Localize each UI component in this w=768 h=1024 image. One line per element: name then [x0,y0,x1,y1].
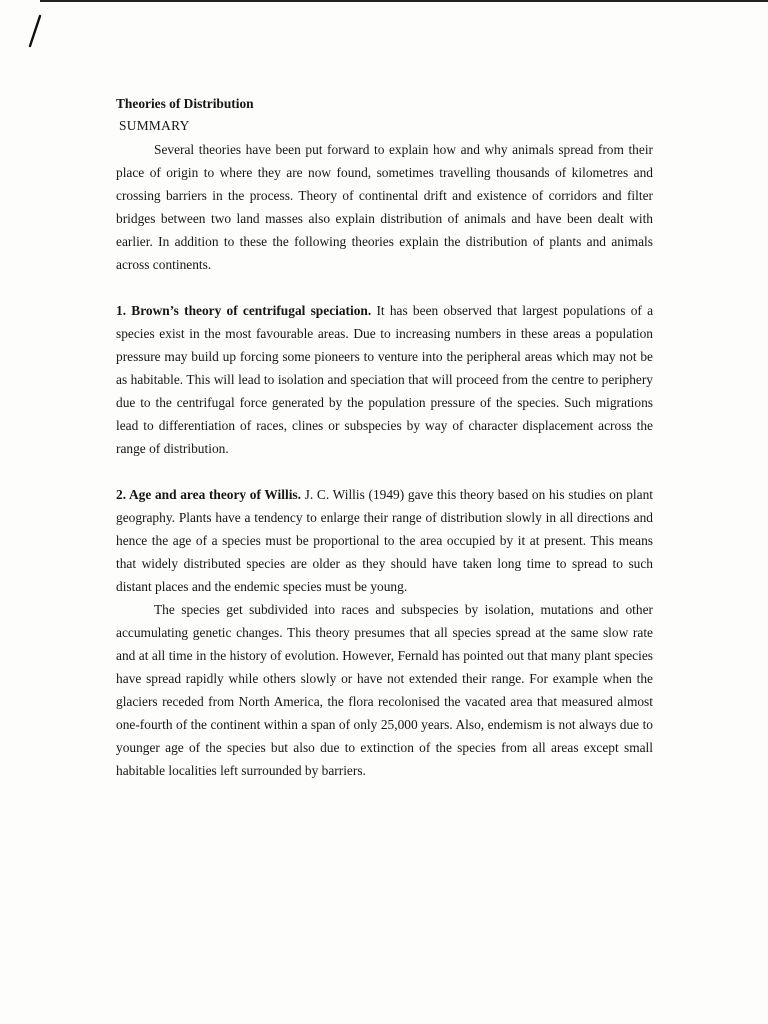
section-willis-continuation: The species get subdivided into races and subspecies by isolation, mutations and other accumulating genetic changes. This theory presumes that all species spread at the same slow rate and at all time in the history of evolution. However, Fernald has pointed out that many plant species have spread rapidly while others slowly or have not extended their range. For example when the glaciers receded from North America, the flora recolonised the vacated area that measured almost one-fourth of the continent within a span of only 25,000 years. Also, endemism is not always due to younger age of the species but also due to extinction of the species from all areas except small habitable localities left surrounded by barriers. [116,602,653,778]
page-top-edge-line [40,0,768,2]
section-willis-heading: 2. Age and area theory of Willis. [116,487,301,502]
section-willis-paragraph [116,483,653,598]
document-title: Theories of Distribution [116,96,254,111]
document-body [116,94,653,782]
section-brown-text: It has been observed that largest populations of a species exist in the most favourable areas. Due to increasing numbers in these areas a population pressure may build up forcing some pioneers to venture into the peripheral areas which may not be as habitable. This will lead to isolation and speciation that will proceed from the centre to periphery due to the centrifugal force generated by the population pressure of the species. Such migrations lead to differentiation of races, clines or subspecies by way of character displacement across the range of distribution. [116,303,654,456]
summary-heading: SUMMARY [119,118,190,133]
pen-stroke-mark [27,14,43,48]
section-brown-paragraph [116,299,653,460]
section-brown-heading: 1. Brown’s theory of centrifugal speciation. [116,303,372,318]
intro-paragraph: Several theories have been put forward to explain how and why animals spread from their place of origin to where they are now found, sometimes travelling thousands of kilometres and crossing barriers in the process. Theory of continental drift and existence of corridors and filter bridges between two land masses also explain distribution of animals and have been dealt with earlier. In addition to these the following theories explain the distribution of plants and animals across continents. [116,142,653,272]
section-willis-text: J. C. Willis (1949) gave this theory based on his studies on plant geography. Plants have a tendency to enlarge their range of distribution slowly in all directions and hence the age of a species must be proportional to the area occupied by it at present. This means that widely distributed species are older as they should have taken long time to spread to such distant places and the endemic species must be young. [116,487,653,594]
